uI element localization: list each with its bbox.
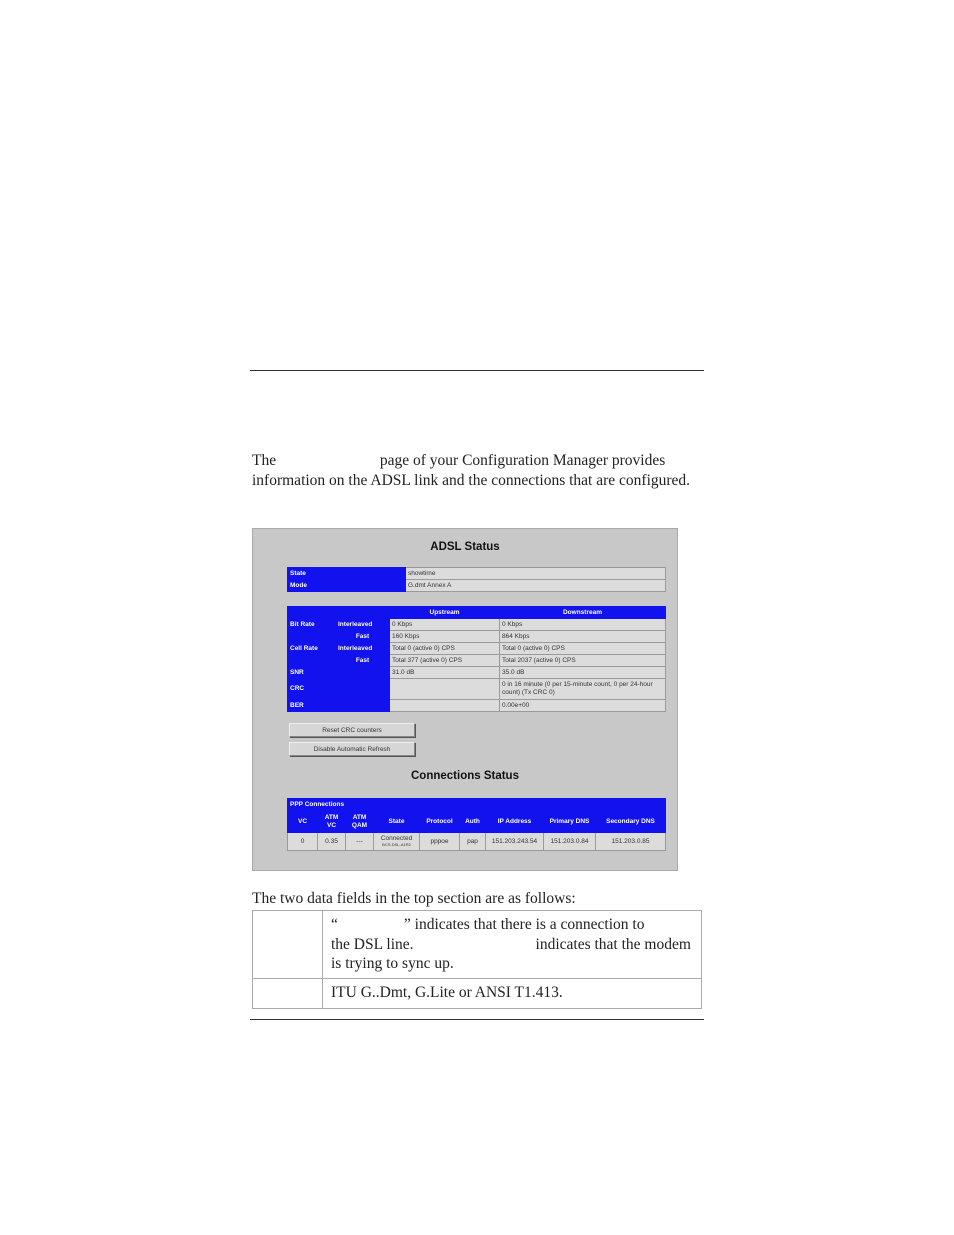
- snr-label: SNR: [288, 667, 390, 679]
- cell-rate-label: Cell Rate: [288, 643, 336, 655]
- fields-caption: The two data fields in the top section are as follows:: [252, 890, 576, 907]
- col-primary-dns: Primary DNS: [544, 811, 596, 833]
- bit-interleaved-down: 0 Kbps: [500, 619, 666, 631]
- row-state-sub: BCS-DSL-A1R2: [382, 841, 411, 847]
- reset-crc-button[interactable]: Reset CRC counters: [289, 723, 415, 737]
- intro-paragraph: [252, 451, 702, 490]
- state-row: [288, 568, 666, 580]
- col-protocol: Protocol: [420, 811, 460, 833]
- bit-interleaved-up: 0 Kbps: [390, 619, 500, 631]
- mode-label: Mode: [288, 580, 406, 592]
- crc-row: [288, 679, 666, 700]
- col-secondary-dns: Secondary DNS: [596, 811, 666, 833]
- fast-label: Fast: [336, 631, 390, 643]
- crc-down: 0 in 16 minute (0 per 15-minute count, 0 per 24-hour count) (Tx CRC 0): [500, 679, 666, 700]
- interleaved-label: Interleaved: [336, 643, 390, 655]
- ppp-section-row: [288, 799, 666, 811]
- crc-label: CRC: [288, 679, 390, 700]
- mode-value: G.dmt Annex A: [406, 580, 666, 592]
- snr-row: [288, 667, 666, 679]
- ppp-section-label: PPP Connections: [288, 799, 666, 811]
- col-ip-address: IP Address: [486, 811, 544, 833]
- snr-up: 31.0 dB: [390, 667, 500, 679]
- top-rule: [250, 370, 704, 371]
- row-atm-qam: ---: [346, 833, 374, 851]
- intro-text-after: page of your Configuration Manager provides information on the ADSL link and the connections that are configured.: [252, 452, 691, 489]
- bottom-rule: [250, 1019, 704, 1020]
- row-state-text: Connected: [380, 834, 413, 842]
- ber-label: BER: [288, 700, 390, 712]
- bit-rate-fast-row: [288, 631, 666, 643]
- col-atm-vc: ATM VC: [318, 811, 346, 833]
- bit-rate-interleaved-row: [288, 619, 666, 631]
- adsl-status-title: ADSL Status: [430, 541, 500, 553]
- downstream-header: Downstream: [500, 607, 666, 619]
- cell-fast-up: Total 377 (active 0) CPS: [390, 655, 500, 667]
- bit-fast-up: 160 Kbps: [390, 631, 500, 643]
- fast-label: Fast: [336, 655, 390, 667]
- table-row: [288, 833, 666, 851]
- upstream-header: Upstream: [390, 607, 500, 619]
- ppp-header-row: [288, 811, 666, 833]
- bit-rate-label: Bit Rate: [288, 619, 336, 631]
- row-primary-dns: 151.203.0.84: [544, 833, 596, 851]
- rates-header-row: [288, 607, 666, 619]
- snr-down: 35.0 dB: [500, 667, 666, 679]
- col-atm-qam: ATM QAM: [346, 811, 374, 833]
- row-vc: 0: [288, 833, 318, 851]
- cell-interleaved-up: Total 0 (active 0) CPS: [390, 643, 500, 655]
- state-value: showtime: [406, 568, 666, 580]
- cell-rate-fast-row: [288, 655, 666, 667]
- connections-status-title: Connections Status: [411, 770, 519, 782]
- row-secondary-dns: 151.203.0.85: [596, 833, 666, 851]
- definition-term: [253, 978, 323, 1008]
- row-auth: pap: [460, 833, 486, 851]
- cell-fast-down: Total 2037 (active 0) CPS: [500, 655, 666, 667]
- cell-rate-interleaved-row: [288, 643, 666, 655]
- disable-refresh-button[interactable]: Disable Automatic Refresh: [289, 742, 415, 756]
- col-state: State: [374, 811, 420, 833]
- definition-description: “ ” indicates that there is a connection to the DSL line. indicates that the modem is trying to sync up.: [323, 911, 702, 979]
- definition-row-state: [253, 911, 702, 979]
- rates-table: [287, 606, 666, 712]
- state-mode-table: [287, 567, 666, 592]
- row-protocol: pppoe: [420, 833, 460, 851]
- col-vc: VC: [288, 811, 318, 833]
- row-state: [374, 833, 420, 851]
- ppp-connections-table: [287, 798, 666, 851]
- mode-row: [288, 580, 666, 592]
- row-ip-address: 151.203.243.54: [486, 833, 544, 851]
- definition-row-mode: [253, 978, 702, 1008]
- definition-term: [253, 911, 323, 979]
- adsl-status-screenshot: [252, 528, 678, 871]
- row-atm-vc: 0.35: [318, 833, 346, 851]
- ber-down: 0.00e+00: [500, 700, 666, 712]
- ber-row: [288, 700, 666, 712]
- definitions-table: [252, 910, 702, 1009]
- definition-description: ITU G..Dmt, G.Lite or ANSI T1.413.: [323, 978, 702, 1008]
- state-label: State: [288, 568, 406, 580]
- bit-fast-down: 864 Kbps: [500, 631, 666, 643]
- intro-text-before: The: [252, 452, 277, 469]
- cell-interleaved-down: Total 0 (active 0) CPS: [500, 643, 666, 655]
- interleaved-label: Interleaved: [336, 619, 390, 631]
- col-auth: Auth: [460, 811, 486, 833]
